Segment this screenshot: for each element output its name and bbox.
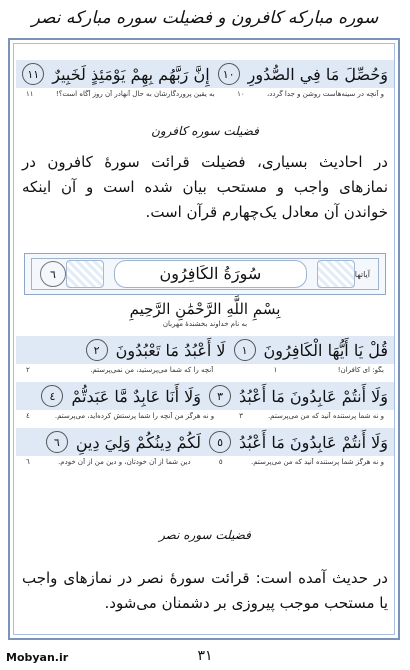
page-header-title: سوره مبارکه کافرون و فضیلت سوره مبارکه نصر: [31, 8, 379, 28]
translation-number: ١٠: [237, 90, 245, 98]
ayah-number-icon: ٤: [41, 385, 63, 407]
translation-row: [16, 458, 394, 470]
ayah-number-icon: ١٠: [218, 63, 240, 85]
translation-number: ٢: [26, 366, 30, 374]
section-title-kafirun: فضیلت سوره کافرون: [151, 124, 259, 138]
translation-row: [16, 366, 394, 378]
ayah-text: وَلَا أَنتُمْ عَابِدُونَ مَا أَعْبُدُ: [239, 386, 388, 406]
ayah-text: وَحُصِّلَ مَا فِي الصُّدُورِ: [247, 64, 388, 84]
translation-text: دین شما از آن خودتان، و دین من از آن خودم.: [58, 458, 191, 466]
ayah-text: قُلْ يَا أَيُّهَا الْكَافِرُونَ: [263, 340, 388, 360]
site-watermark: Mobyan.ir: [6, 651, 69, 664]
ayah-row: [16, 336, 394, 364]
ayah-number-icon: ٢: [86, 339, 108, 361]
bismillah: بِسْمِ اللَّهِ الرَّحْمَٰنِ الرَّحِيمِ: [129, 300, 281, 318]
section-title-nasr: فضیلت سوره نصر: [159, 528, 251, 542]
verse-count-badge: ٦: [40, 261, 66, 287]
ayah-row: [16, 428, 394, 456]
surah-banner-inner: [31, 258, 379, 290]
ornament-icon: [317, 260, 355, 288]
ayah-number-icon: ٥: [209, 431, 231, 453]
translation-number: ٦: [26, 458, 30, 466]
translation-row-top: [16, 90, 394, 102]
section-body-nasr: در حدیث آمده است: قرائت سورۀ نصر در نمازهای واجب یا مستحب موجب پیروزی بر دشمنان می‌شود.: [22, 569, 388, 612]
ayah-number-icon: ٦: [46, 431, 68, 453]
translation-number: ٣: [239, 412, 243, 420]
translation-number: ١١: [26, 90, 34, 98]
ayah-number-icon: ١١: [22, 63, 44, 85]
surah-banner: [24, 253, 386, 295]
ayah-text: لَا أَعْبُدُ مَا تَعْبُدُونَ: [115, 340, 226, 360]
translation-number: ٥: [218, 458, 223, 466]
surah-name: سُورَةُ الكَافِرُون: [114, 260, 307, 288]
translation-text: بگو: ای کافران!: [337, 366, 384, 374]
ayah-number-icon: ٣: [209, 385, 231, 407]
ornament-icon: [66, 260, 104, 288]
translation-text: و نه هرگز من آنچه را شما پرستش کرده‌اید، می‌پرستم.: [54, 412, 215, 420]
ayah-text: وَلَا أَنَا عَابِدٌ مَّا عَبَدتُّمْ: [71, 386, 202, 406]
ayah-text: لَكُمْ دِينُكُمْ وَلِيَ دِينِ: [75, 432, 202, 452]
translation-number: ٤: [26, 412, 30, 420]
page-number: ٣١: [197, 648, 213, 664]
translation-number: ١: [273, 366, 278, 374]
translation-text: و آنچه در سینه‌هاست روشن و جدا گردد،: [267, 90, 384, 98]
ayah-row: [16, 382, 394, 410]
translation-text: به یقین پروردگارشان به حال آنهادر آن روز آگاه است؟!: [55, 90, 215, 98]
section-body-kafirun: در احادیث بسیاری، فضیلت قرائت سورۀ کافرون در نمازهای واجب و مستحب بیان شده است و آن اینکه خواندن آن معادل یک‌چهارم قرآن است.: [22, 153, 388, 221]
translation-text: آنچه را که شما می‌پرستید، من نمی‌پرستم.: [90, 366, 214, 374]
bismillah-translation: به نام خداوند بخشندۀ مهربان: [162, 320, 248, 328]
translation-row: [16, 412, 394, 424]
ayah-number-icon: ١: [234, 339, 256, 361]
verses-label: آیاتها: [354, 269, 370, 279]
translation-text: و نه شما پرستنده آنید که من می‌پرستم.: [267, 412, 384, 420]
ayah-row-top: [16, 60, 394, 88]
ayah-text: وَلَا أَنتُمْ عَابِدُونَ مَا أَعْبُدُ: [239, 432, 388, 452]
translation-text: و نه هرگز شما پرستنده آنید که من می‌پرستم.: [250, 458, 384, 466]
ayah-text: إِنَّ رَبَّهُم بِهِمْ يَوْمَئِذٍ لَخَبِيرٌ: [52, 64, 210, 84]
